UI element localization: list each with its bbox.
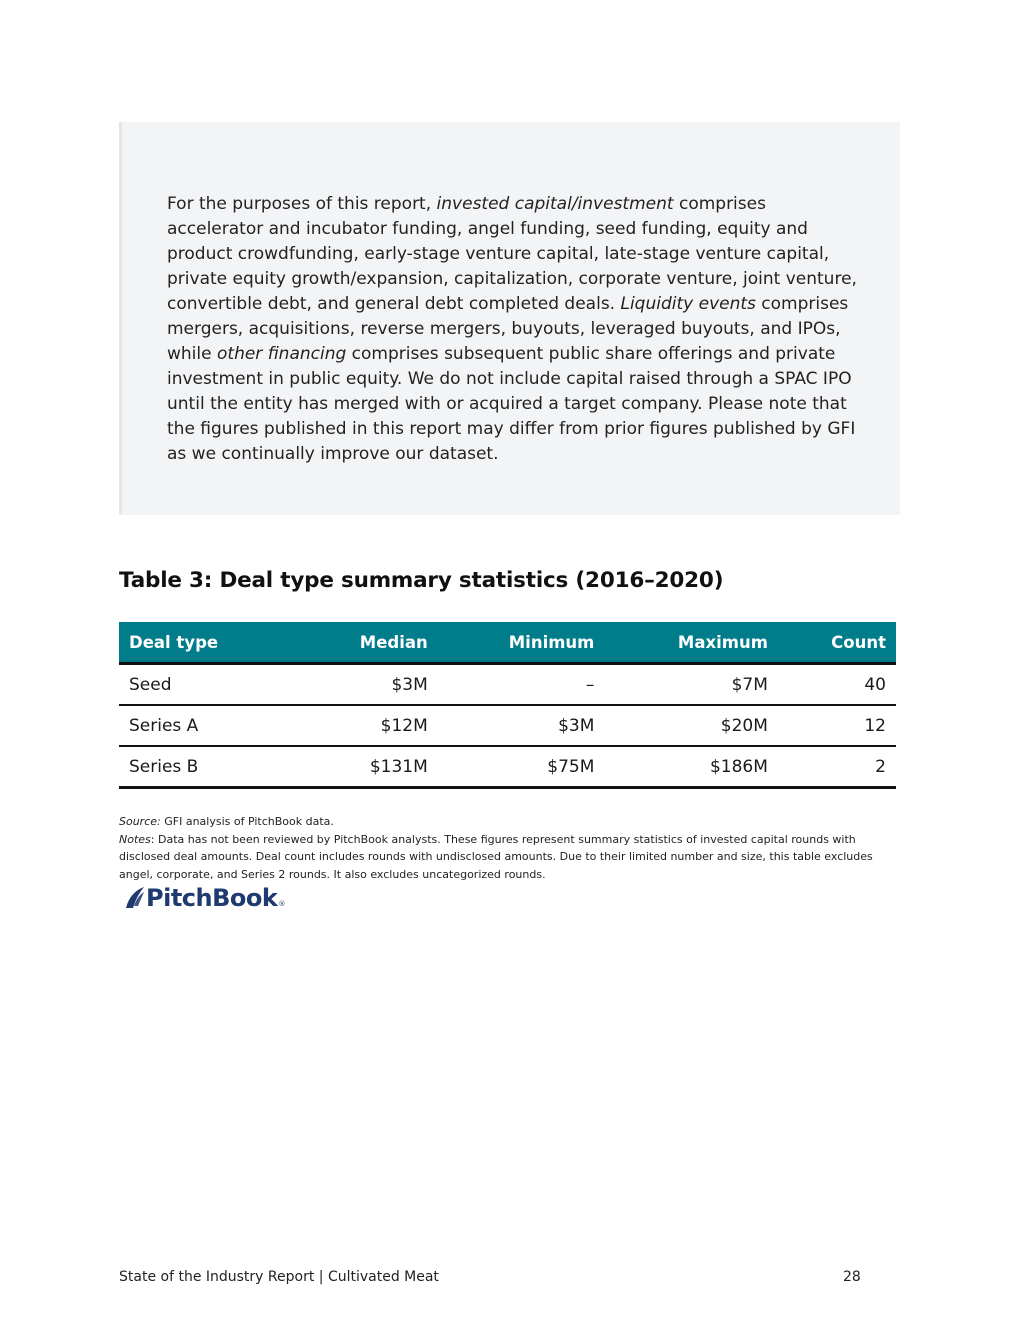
cell-deal-type: Series A (119, 705, 299, 746)
cell-maximum: $186M (604, 746, 778, 788)
cell-count: 2 (778, 746, 896, 788)
table-row (119, 664, 896, 706)
logo-registered-mark: ® (278, 900, 286, 908)
header-deal-type: Deal type (119, 622, 299, 664)
logo-wordmark: PitchBook (146, 884, 278, 912)
notes-text: Notes: Data has not been reviewed by PitchBook analysts. These figures represent summary statistics of invested capital rounds with disclosed deal amounts. Deal count includes rounds with undisclosed amounts. Due to their limited number and size, this table excludes angel, corporate, and Series 2 rounds. It also excludes uncategorized rounds. (119, 832, 873, 881)
header-median: Median (299, 622, 438, 664)
definition-text: For the purposes of this report, invested capital/investment comprises accelerator and incubator funding, angel funding, seed funding, equity and product crowdfunding, early-stage venture capital, late-stage venture capital, private equity growth/expansion, capitalization, corporate venture, joint venture, convertible debt, and general debt completed deals. Liquidity events comprises mergers, acquisitions, reverse mergers, buyouts, leveraged buyouts, and IPOs, while other financing comprises subsequent public share offerings and private investment in public equity. We do not include capital raised through a SPAC IPO until the entity has merged with or acquired a target company. Please note that the figures published in this report may differ from prior figures published by GFI as we continually improve our dataset. (167, 194, 857, 464)
table-title: Table 3: Deal type summary statistics (2016–2020) (119, 568, 724, 593)
definition-callout (119, 122, 900, 515)
cell-minimum: $75M (438, 746, 605, 788)
cell-maximum: $20M (604, 705, 778, 746)
cell-median: $12M (299, 705, 438, 746)
pitchbook-leaf-icon (124, 886, 146, 910)
cell-deal-type: Series B (119, 746, 299, 788)
pitchbook-logo (124, 884, 285, 912)
header-maximum: Maximum (604, 622, 778, 664)
header-count: Count (778, 622, 896, 664)
deal-type-table (119, 622, 896, 789)
cell-minimum: – (438, 664, 605, 706)
table-header-row (119, 622, 896, 664)
cell-median: $3M (299, 664, 438, 706)
source-note: Source: GFI analysis of PitchBook data. (119, 815, 334, 828)
cell-deal-type: Seed (119, 664, 299, 706)
cell-median: $131M (299, 746, 438, 788)
footer-title: State of the Industry Report | Cultivated Meat (119, 1269, 439, 1285)
cell-count: 40 (778, 664, 896, 706)
cell-count: 12 (778, 705, 896, 746)
cell-minimum: $3M (438, 705, 605, 746)
cell-maximum: $7M (604, 664, 778, 706)
header-minimum: Minimum (438, 622, 605, 664)
table-row (119, 746, 896, 788)
table-notes (119, 813, 899, 883)
page-number: 28 (843, 1269, 861, 1285)
table-row (119, 705, 896, 746)
